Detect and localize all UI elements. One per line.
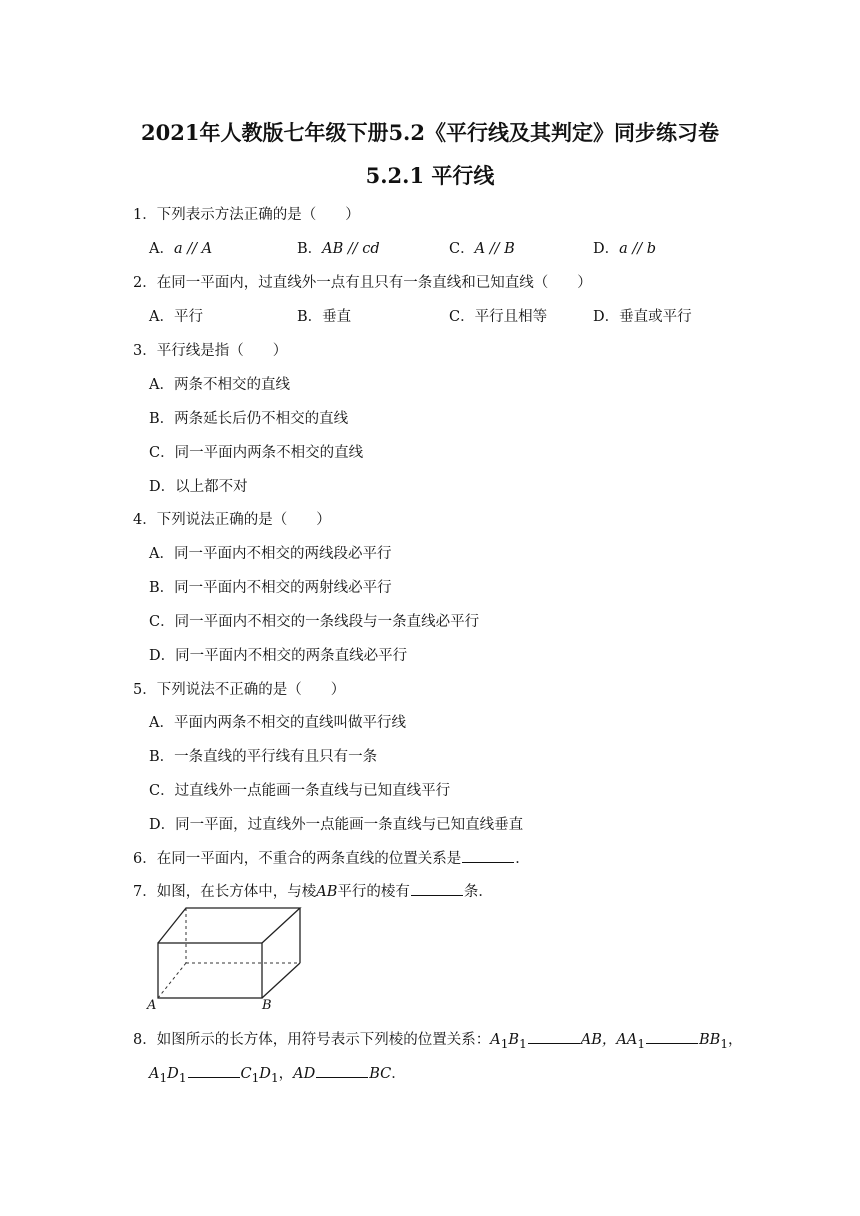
- section-title: 5.2.1 平行线: [365, 163, 495, 188]
- cuboid-top-edges: [158, 908, 300, 943]
- q2-option-b: B．垂直: [297, 309, 352, 325]
- q3-option-a: A．两条不相交的直线: [149, 377, 290, 393]
- q2-option-c: C．平行且相等: [449, 309, 548, 325]
- q1-option-c: C．A // B: [449, 241, 515, 257]
- q1-stem: 1．下列表示方法正确的是（ ）: [133, 207, 360, 223]
- q8-blank-2[interactable]: [646, 1031, 698, 1044]
- q2-stem: 2．在同一平面内，过直线外一点有且只有一条直线和已知直线（ ）: [133, 275, 592, 291]
- cuboid-bottom-right-edge: [262, 963, 300, 998]
- cuboid-figure: [145, 903, 310, 1013]
- q3-option-b: B．两条延长后仍不相交的直线: [149, 411, 349, 427]
- q8-line1: 8．如图所示的长方体，用符号表示下列棱的位置关系：$A_1B_1$ AB，$AA_1$ $BB_1$，: [133, 1032, 743, 1051]
- q4-stem: 4．下列说法正确的是（ ）: [133, 512, 331, 528]
- q5-option-a: A．平面内两条不相交的直线叫做平行线: [149, 715, 406, 731]
- q5-option-d: D．同一平面，过直线外一点能画一条直线与已知直线垂直: [149, 817, 524, 833]
- page-title: 2021年人教版七年级下册5.2《平行线及其判定》同步练习卷: [141, 120, 719, 145]
- q3-stem: 3．平行线是指（ ）: [133, 343, 288, 359]
- q8-line2: $A_1D_1$ $C_1D_1$，AD BC．: [149, 1066, 406, 1085]
- q2-option-d: D．垂直或平行: [593, 309, 692, 325]
- q8-blank-1[interactable]: [528, 1031, 580, 1044]
- cuboid-label-b: B: [262, 998, 272, 1013]
- q1-option-a: A．a // A: [149, 241, 213, 257]
- q7-answer-blank[interactable]: [411, 883, 463, 896]
- cuboid-front-face: [158, 943, 262, 998]
- cuboid-label-a: A: [147, 998, 157, 1013]
- q5-option-b: B．一条直线的平行线有且只有一条: [149, 749, 378, 765]
- q4-option-c: C．同一平面内不相交的一条线段与一条直线必平行: [149, 614, 480, 630]
- cuboid-hidden-edges: [158, 908, 300, 998]
- q3-option-d: D．以上都不对: [149, 479, 248, 495]
- q5-option-c: C．过直线外一点能画一条直线与已知直线平行: [149, 783, 451, 799]
- q2-option-a: A．平行: [149, 309, 203, 325]
- q1-option-d: D．a // b: [593, 241, 657, 257]
- q6-answer-blank[interactable]: [462, 850, 514, 863]
- q7-stem: 7．如图，在长方体中，与棱AB平行的棱有 条．: [133, 884, 493, 900]
- q5-stem: 5．下列说法不正确的是（ ）: [133, 682, 346, 698]
- q1-option-b: B．AB // cd: [297, 241, 380, 257]
- q4-option-d: D．同一平面内不相交的两条直线必平行: [149, 648, 408, 664]
- q4-option-b: B．同一平面内不相交的两射线必平行: [149, 580, 392, 596]
- q8-blank-3[interactable]: [188, 1065, 240, 1078]
- q6-stem: 6．在同一平面内，不重合的两条直线的位置关系是 ．: [133, 851, 530, 867]
- q4-option-a: A．同一平面内不相交的两线段必平行: [149, 546, 392, 562]
- q8-blank-4[interactable]: [316, 1065, 368, 1078]
- q3-option-c: C．同一平面内两条不相交的直线: [149, 445, 364, 461]
